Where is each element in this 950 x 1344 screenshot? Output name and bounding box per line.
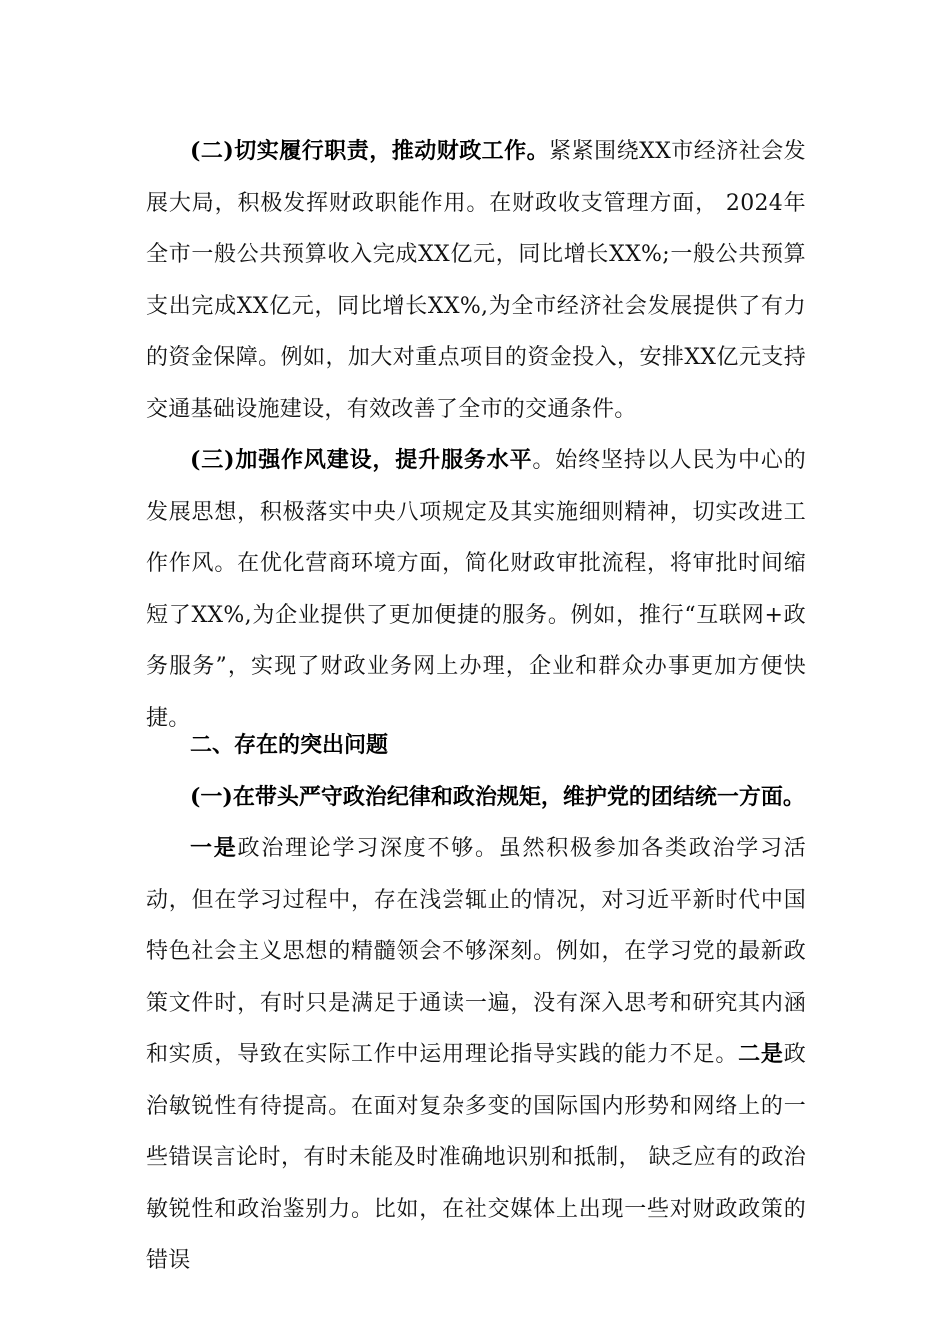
lower-text-block bbox=[146, 720, 806, 1287]
paragraph-section-c bbox=[146, 435, 806, 744]
point-two-label: 二是 bbox=[738, 1041, 784, 1067]
section-c-body: 始终坚持以人民为中心的发展思想，积极落实中央八项规定及其实施细则精神，切实改进工作作风。在优化营商环境方面，简化财政审批流程，将审批时间缩短了XX%,为企业提供了更加便捷的服务。例如，推行“互联网+政务服务”，实现了财政业务网上办理，企业和群众办事更加方便快捷。 bbox=[146, 448, 806, 731]
paragraph-section-b bbox=[146, 126, 806, 435]
section-c-heading-end: 。 bbox=[532, 448, 556, 473]
paragraph-points bbox=[146, 823, 806, 1287]
section-b-body: 紧紧围绕XX市经济社会发展大局，积极发挥财政职能作用。在财政收支管理方面， 2024年全市一般公共预算收入完成XX亿元，同比增长XX%;一般公共预算支出完成XX亿元，同比增长XX%,为全市经济社会发展提供了有力的资金保障。例如，加大对重点项目的资金投入，安排XX亿元支持交通基础设施建设，有效改善了全市的交通条件。 bbox=[146, 139, 806, 422]
part-two-title: 二、存在的突出问题 bbox=[190, 732, 389, 758]
section-b-heading: (二)切实履行职责，推动财政工作。 bbox=[190, 138, 550, 164]
part-two-sub-heading: (一)在带头严守政治纪律和政治规矩，维护党的团结统一方面。 bbox=[190, 783, 805, 810]
point-one-label: 一是 bbox=[190, 835, 238, 861]
section-c-heading: (三)加强作风建设，提升服务水平 bbox=[190, 447, 533, 473]
point-two-body: 政治敏锐性有待提高。在面对复杂多变的国际国内形势和网络上的一些错误言论时，有时未能及时准确地识别和抵制， 缺乏应有的政治敏锐性和政治鉴别力。比如，在社交媒体上出现一些对财政政策的错误 bbox=[146, 1042, 806, 1273]
upper-text-block bbox=[146, 126, 806, 744]
point-one-body: 政治理论学习深度不够。虽然积极参加各类政治学习活动，但在学习过程中，存在浅尝辄止的情况，对习近平新时代中国特色社会主义思想的精髓领会不够深刻。例如，在学习党的最新政策文件时，有时只是满足于通读一遍，没有深入思考和研究其内涵和实质，导致在实际工作中运用理论指导实践的能力不足。 bbox=[146, 836, 806, 1067]
